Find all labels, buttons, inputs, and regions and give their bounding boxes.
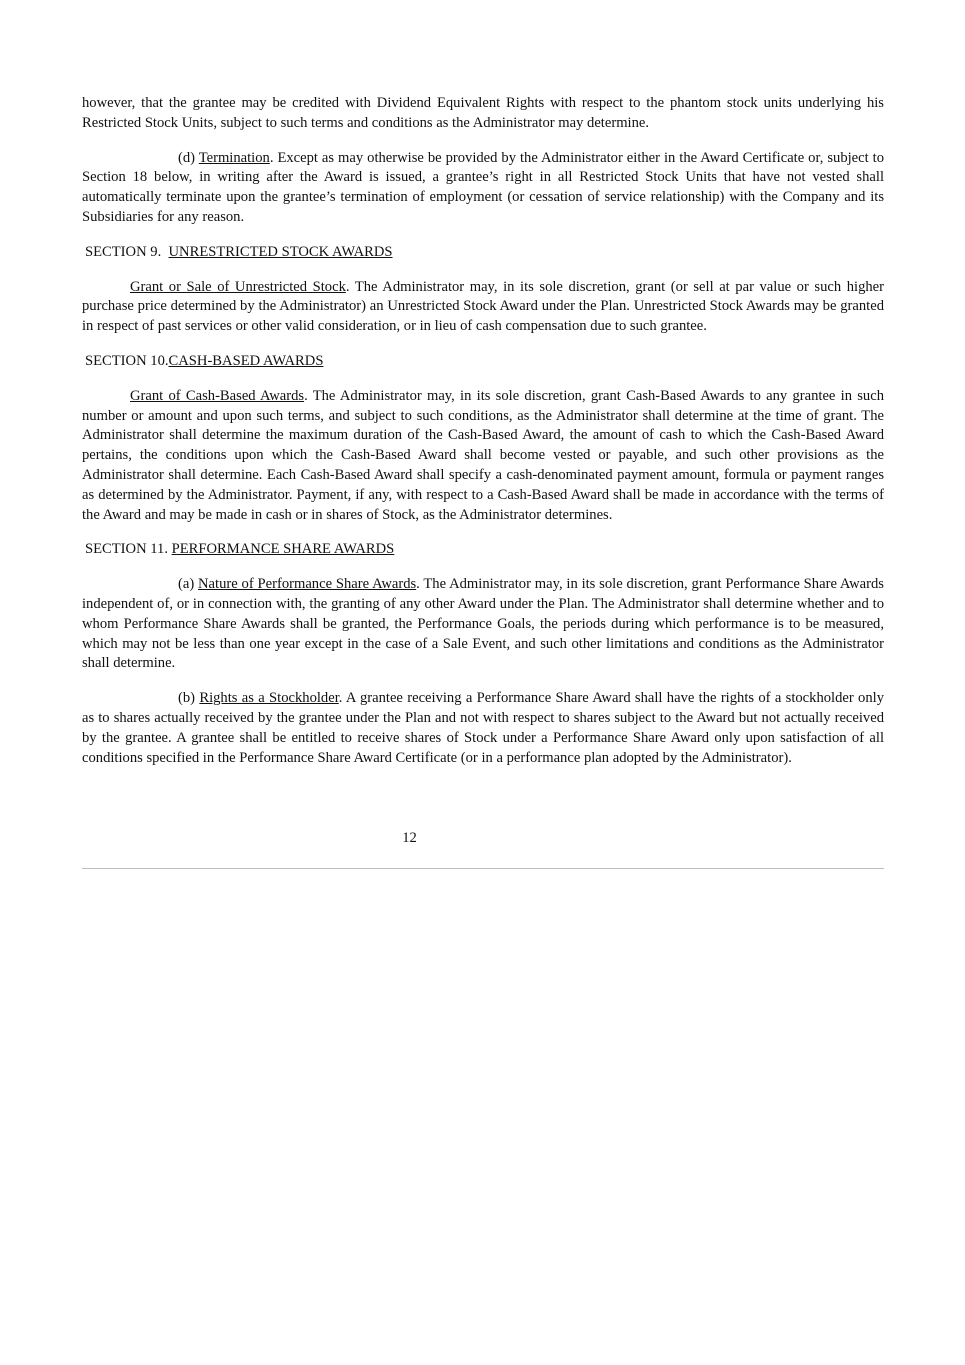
paragraph-d-termination <box>82 149 884 228</box>
paragraph-text: . The Administrator may, in its sole discretion, grant (or sell at par value or such higher purchase price determined by the Administrator) an Unrestricted Stock Award under the Plan. Unrestricted Stock Awards may be granted in respect of past services or other valid consideration, or in lieu of cash compensation due to such grantee. <box>82 278 884 335</box>
section-10-heading <box>85 352 884 372</box>
paragraph-text: . Except as may otherwise be provided by the Administrator either in the Award Certificate or, subject to Section 18 below, in writing after the Award is issued, a grantee’s right in all Restricted Stock Units that have not vested shall automatically terminate upon the grantee’s termination of employment (or cessation of service relationship) with the Company and its Subsidiaries for any reason. <box>82 149 884 225</box>
paragraph-heading: Grant of Cash-Based Awards <box>130 387 305 404</box>
paragraph-c-continuation <box>82 94 884 134</box>
document-page <box>82 94 885 846</box>
section-11-paragraph-a <box>82 575 884 674</box>
paragraph-text: . The Administrator may, in its sole discretion, grant Performance Share Awards independent of, or in connection with, the granting of any other Award under the Plan. The Administrator shall determine whether and to whom Performance Share Awards shall be granted, the Performance Goals, the periods during which performance is to be measured, which may not be less than one year except in the case of a Sale Event, and such other limitations and conditions as the Administrator shall determine. <box>82 576 884 672</box>
section-title: UNRESTRICTED STOCK AWARDS <box>168 243 393 260</box>
section-number: SECTION 10. <box>85 352 169 369</box>
paragraph-heading: Nature of Performance Share Awards <box>198 576 417 593</box>
section-11-heading <box>85 540 884 560</box>
paragraph-heading: Rights as a Stockholder <box>199 690 339 707</box>
paragraph-prefix: (b) <box>178 690 200 707</box>
paragraph-text: . The Administrator may, in its sole discretion, grant Cash-Based Awards to any grantee in such number or amount and upon such terms, and subject to such conditions, as the Administrator shall determine at the time of grant. The Administrator shall determine the maximum duration of the Cash-Based Award, the amount of cash to which the Cash-Based Award pertains, the conditions upon which the Cash-Based Award shall become vested or payable, and such other provisions as the Administrator shall determine. Each Cash-Based Award shall specify a cash-denominated payment amount, formula or payment ranges as determined by the Administrator. Payment, if any, with respect to a Cash-Based Award shall be made in accordance with the terms of the Award and may be made in cash or in shares of Stock, as the Administrator determines. <box>82 387 885 523</box>
paragraph-text: however, that the grantee may be credited with Dividend Equivalent Rights with respect to the phantom stock units underlying his Restricted Stock Units, subject to such terms and conditions as the Administrator may determine. <box>82 95 884 131</box>
paragraph-heading: Termination <box>198 149 270 166</box>
paragraph-prefix: (d) <box>178 149 199 166</box>
section-number: SECTION 9. <box>85 243 162 260</box>
section-9-paragraph <box>82 278 884 337</box>
page-number: 12 <box>402 830 417 846</box>
section-10-paragraph <box>82 387 884 526</box>
section-title: CASH-BASED AWARDS <box>168 352 324 369</box>
page-divider <box>82 868 884 869</box>
section-number: SECTION 11. <box>85 541 168 558</box>
section-9-heading <box>85 243 884 263</box>
paragraph-text: . A grantee receiving a Performance Share Award shall have the rights of a stockholder only as to shares actually received by the grantee under the Plan and not with respect to shares subject to the Award but not actually received by the grantee. A grantee shall be entitled to receive shares of Stock under a Performance Share Award only upon satisfaction of all conditions specified in the Performance Share Award Certificate (or in a performance plan adopted by the Administrator). <box>82 690 884 766</box>
section-11-paragraph-b <box>82 689 884 768</box>
section-title: PERFORMANCE SHARE AWARDS <box>171 541 395 558</box>
paragraph-prefix: (a) <box>178 576 199 593</box>
paragraph-heading: Grant or Sale of Unrestricted Stock <box>130 278 346 295</box>
